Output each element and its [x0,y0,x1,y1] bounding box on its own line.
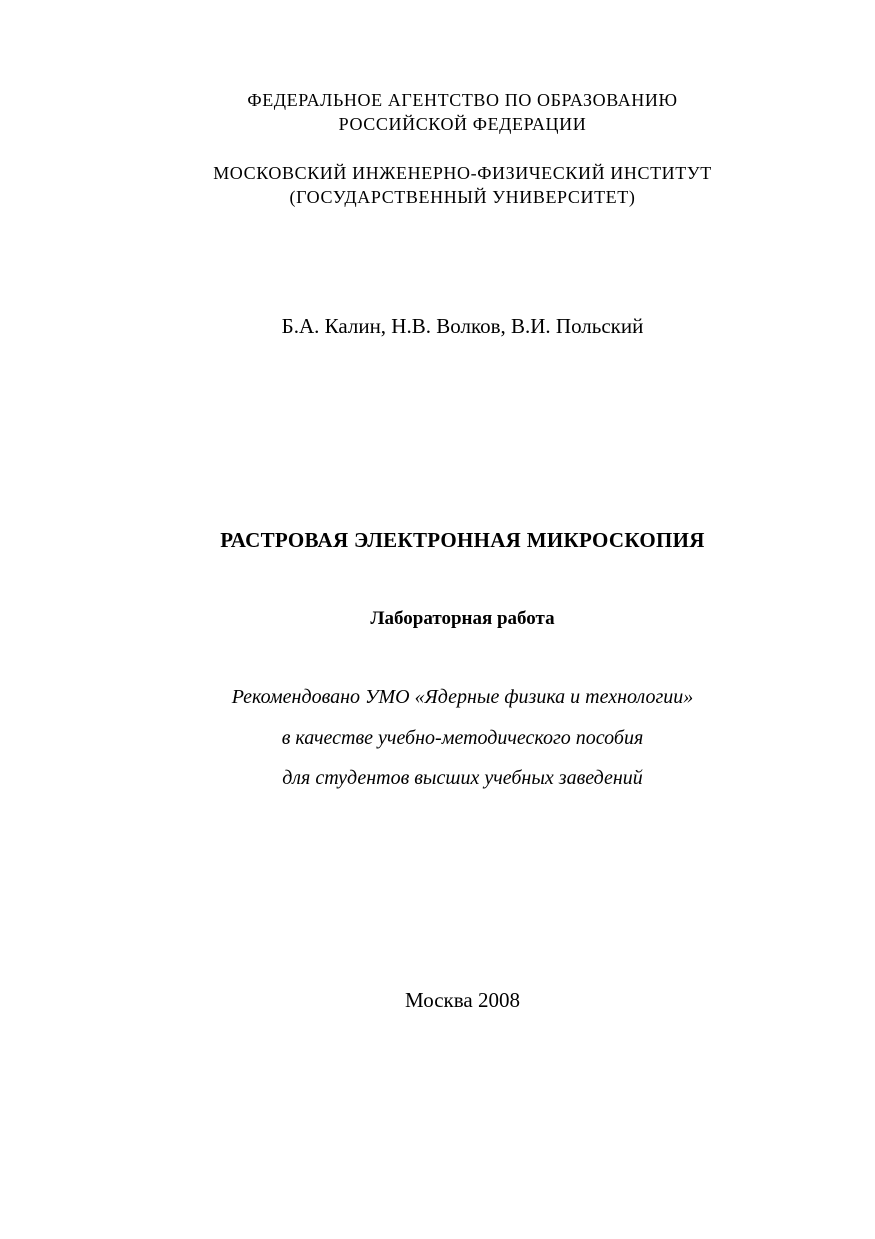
authors: Б.А. Калин, Н.В. Волков, В.И. Польский [281,314,644,338]
institute-name-line1: МОСКОВСКИЙ ИНЖЕНЕРНО-ФИЗИЧЕСКИЙ ИНСТИТУТ [213,163,712,183]
recommendation-line2: в качестве учебно-методического пособия [281,727,644,749]
agency-name-line1: ФЕДЕРАЛЬНОЕ АГЕНТСТВО ПО ОБРАЗОВАНИЮ [247,90,678,110]
recommendation-line1: Рекомендовано УМО «Ядерные физика и технологии» [231,686,694,708]
recommendation-line3: для студентов высших учебных заведений [282,767,643,789]
book-title: РАСТРОВАЯ ЭЛЕКТРОННАЯ МИКРОСКОПИЯ [220,528,705,552]
city-year: Москва 2008 [405,988,520,1012]
book-subtitle: Лабораторная работа [370,608,555,629]
institute-name-line2: (ГОСУДАРСТВЕННЫЙ УНИВЕРСИТЕТ) [289,187,636,207]
agency-name-line2: РОССИЙСКОЙ ФЕДЕРАЦИИ [338,114,587,134]
